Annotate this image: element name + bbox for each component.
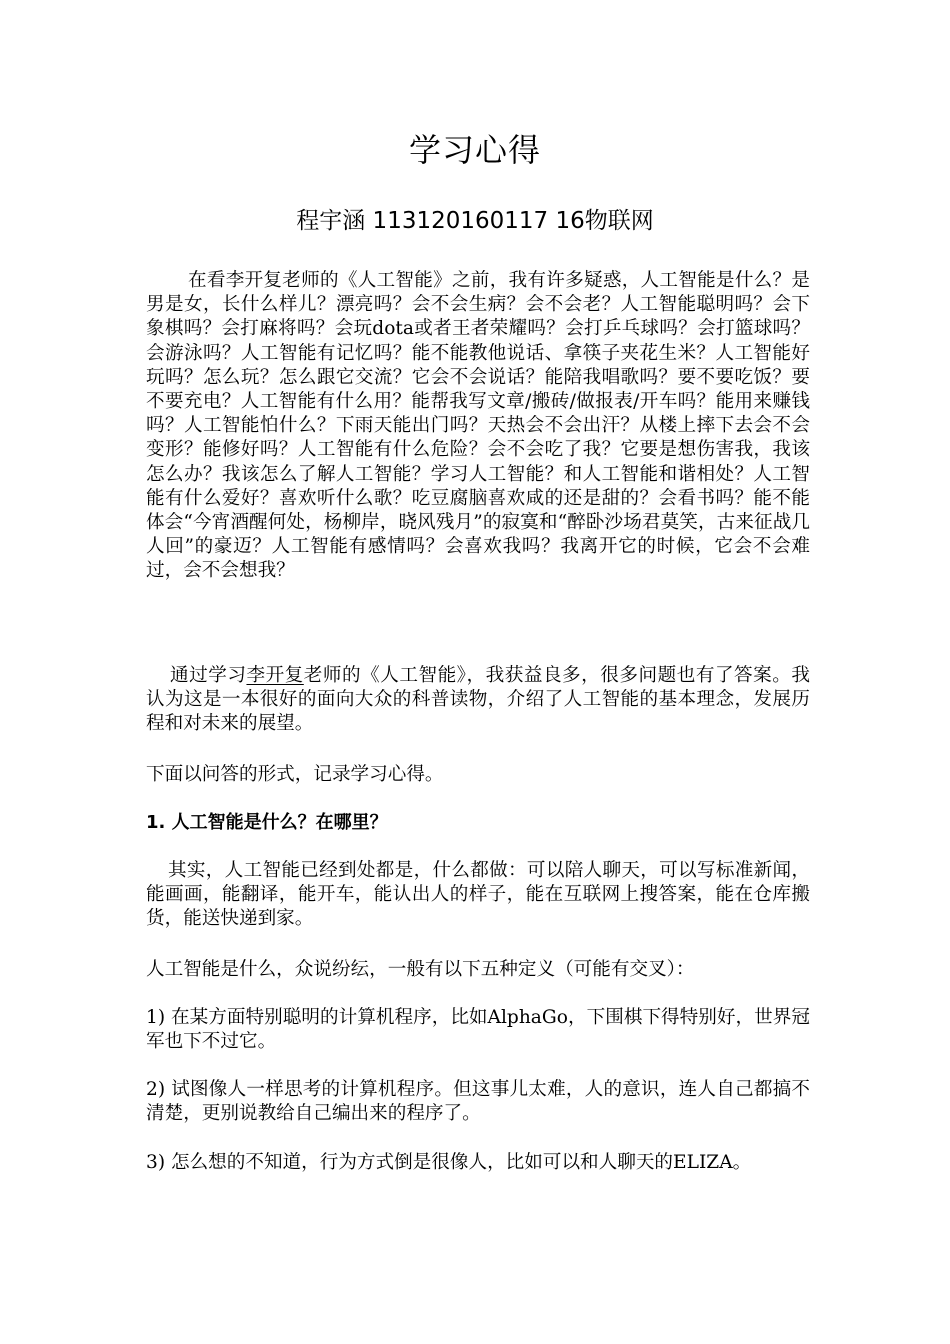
learning-text-end: 老师的《人工智能》，我获益良多，很多问题也有了答案。我认为这是一本很好的面向大众的科普读物，介绍了人工智能的基本理念，发展历程和对未来的展望。 — [146, 665, 810, 735]
answer-paragraph: 其实，人工智能已经到处都是，什么都做：可以陪人聊天，可以写标准新闻，能画画，能翻译，能开车，能认出人的样子，能在互联网上搜答案，能在仓库搬货，能送快递到家。 — [146, 860, 810, 930]
lead-paragraph: 下面以问答的形式，记录学习心得。 — [146, 764, 444, 785]
learning-paragraph — [146, 664, 810, 737]
author-line: 程宇涵 113120160117 16物联网 — [296, 208, 654, 234]
intro-paragraph: 在看李开复老师的《人工智能》之前，我有许多疑惑，人工智能是什么？是男是女，长什么样儿？漂亮吗？会不会生病？会不会老？人工智能聪明吗？会下象棋吗？会打麻将吗？会玩dota或者王者荣耀吗？会打乒乓球吗？会打篮球吗？会游泳吗？人工智能有记忆吗？能不能教他说话、拿筷子夹花生米？人工智能好玩吗？怎么玩？怎么跟它交流？它会不会说话？能陪我唱歌吗？要不要吃饭？要不要充电？人工智能有什么用？能帮我写文章/搬砖/做报表/开车吗？能用来赚钱吗？人工智能怕什么？下雨天能出门吗？天热会不会出汗？从楼上摔下去会不会变形？能修好吗？人工智能有什么危险？会不会吃了我？它要是想伤害我，我该怎么办？我该怎么了解人工智能？学习人工智能？和人工智能和谐相处？人工智能有什么爱好？喜欢听什么歌？吃豆腐脑喜欢咸的还是甜的？会看书吗？能不能体会“今宵酒醒何处，杨柳岸，晓风残月”的寂寞和“醉卧沙场君莫笑，古来征战几人回”的豪迈？人工智能有感情吗？会喜欢我吗？我离开它的时候，它会不会难过，会不会想我？ — [146, 270, 810, 582]
document-title: 学习心得 — [408, 131, 541, 169]
section-heading: 1. 人工智能是什么？在哪里？ — [146, 812, 388, 833]
definition-3: 3) 怎么想的不知道，行为方式倒是很像人，比如可以和人聊天的ELIZA。 — [146, 1152, 752, 1173]
definitions-lead: 人工智能是什么，众说纷纭，一般有以下五种定义（可能有交叉）： — [146, 959, 695, 980]
learning-text-start: 通过学习 — [170, 665, 247, 686]
definition-1: 1) 在某方面特别聪明的计算机程序，比如AlphaGo，下围棋下得特别好，世界冠军也下不过它。 — [146, 1007, 810, 1053]
definition-2: 2) 试图像人一样思考的计算机程序。但这事儿太难，人的意识，连人自己都搞不清楚，更别说教给自己编出来的程序了。 — [146, 1079, 810, 1125]
author-link[interactable]: 李开复 — [246, 665, 304, 686]
